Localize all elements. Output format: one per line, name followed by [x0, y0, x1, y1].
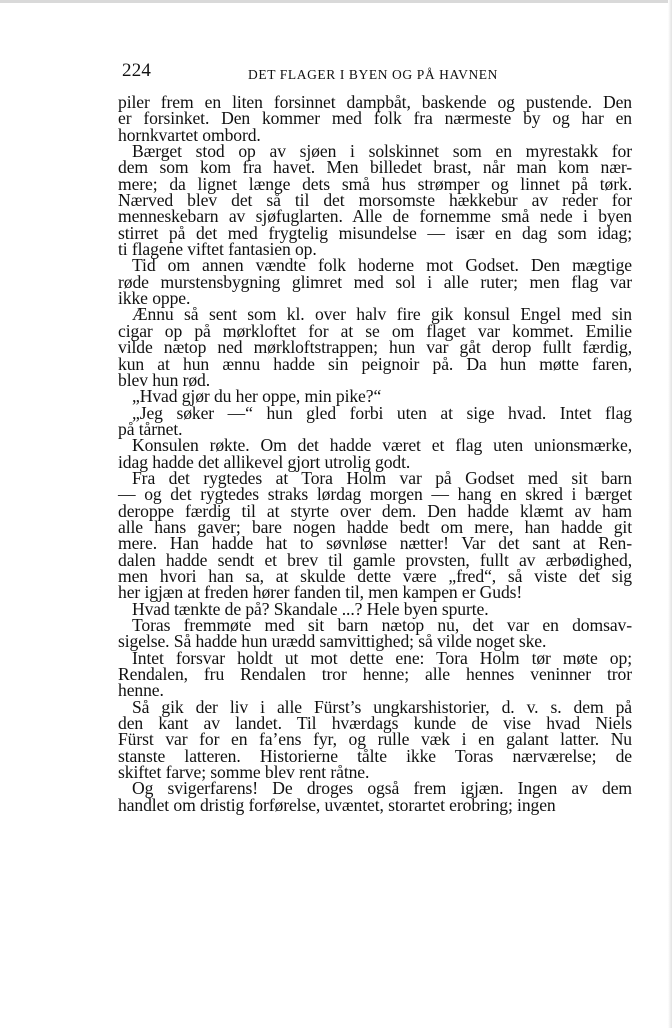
text-line: deroppe færdig til at styrte over dem. Den hadde klæmt av ham: [118, 500, 632, 521]
scan-edge-right: [668, 0, 672, 1028]
text-line: på tårnet.: [118, 418, 183, 439]
text-line: blev hun rød.: [118, 369, 211, 390]
text-line: Hvad tænkte de på? Skandale ...? Hele byen spurte.: [132, 598, 489, 619]
text-line: „Hvad gjør du her oppe, min pike?“: [132, 386, 382, 407]
text-line: menneskebarn av sjøfuglarten. Alle de fornemme små nede i byen: [118, 206, 632, 227]
body-text: [118, 94, 632, 813]
text-line: henne.: [118, 680, 164, 701]
text-line: Fra det rygtedes at Tora Holm var på Godset med sit barn: [132, 467, 632, 488]
text-line: er forsinket. Den kommer med folk fra nærmeste by og har en: [118, 108, 632, 129]
text-line: hornkvartet ombord.: [118, 124, 261, 145]
text-line: cigar op på mørkloftet for at se om flaget var kommet. Emilie: [118, 320, 632, 341]
paragraph: [118, 437, 632, 470]
paragraph: [118, 617, 632, 650]
paragraph: [118, 467, 632, 603]
paragraph: [118, 696, 632, 783]
page-number: 224: [122, 60, 152, 81]
text-line: dem som kom fra havet. Men billedet brast, når man kom nær-: [118, 157, 632, 178]
text-line: mere; da lignet længe dets små hus strømper og linnet på tørk.: [118, 173, 632, 194]
text-line: Fürst var for en fa’ens fyr, og rulle væk i en galant latter. Nu: [118, 729, 632, 750]
paragraph: [118, 306, 632, 388]
text-line: stirret på det med frygtelig misundelse — især en dag som idag;: [118, 222, 632, 243]
text-line: Rendalen, fru Rendalen tror henne; alle hennes veninner tror: [118, 664, 632, 685]
paragraph: [118, 647, 632, 701]
text-line: idag hadde det allikevel gjort utrolig godt.: [118, 451, 411, 472]
scan-edge-top: [0, 0, 672, 3]
text-line: Konsulen røkte. Om det hadde været et flag uten unionsmærke,: [132, 435, 632, 456]
text-line: ti flagene viftet fantasien op.: [118, 239, 317, 260]
text-line: Bærget stod op av sjøen i solskinnet som en myrestakk for: [132, 141, 632, 162]
text-line: Tid om annen vændte folk hoderne mot Godset. Den mægtige: [132, 255, 632, 276]
paragraph: [118, 402, 632, 439]
text-line: Ænnu så sent som kl. over halv fire gik konsul Engel med sin: [132, 304, 632, 325]
running-title: DET FLAGER I BYEN OG PÅ HAVNEN: [248, 67, 499, 82]
text-line: Så gik der liv i alle Fürst’s ungkarshistorier, d. v. s. dem på: [132, 696, 632, 717]
text-line: ikke oppe.: [118, 288, 191, 309]
text-line: kun at hun ænnu hadde sin peignoir på. Da hun møtte faren,: [118, 353, 632, 374]
paragraph: [118, 94, 632, 143]
text-line: handlet om dristig forførelse, uvæntet, storartet erobring; ingen: [118, 794, 556, 815]
text-line: men hvori han sa, at skulde dette være „fred“, så viste det sig: [118, 565, 632, 586]
paragraph: [118, 780, 632, 813]
text-line: „Jeg søker —“ hun gled forbi uten at sige hvad. Intet flag: [132, 402, 632, 423]
text-line: Intet forsvar holdt ut mot dette ene: Tora Holm tør møte op;: [132, 647, 632, 668]
text-line: vilde nætop ned mørkloftstrappen; hun var gåt derop fullt færdig,: [118, 337, 632, 358]
paragraph: [118, 255, 632, 309]
text-line: sigelse. Så hadde hun urædd samvittighed; så vilde noget ske.: [118, 631, 547, 652]
text-line: dalen hadde sendt et brev til gamle provsten, fullt av ærbødighed,: [118, 549, 632, 570]
text-line: røde murstensbygning glimret med sol i alle ruter; men flag var: [118, 271, 632, 292]
text-line: alle hans gaver; bare nogen hadde bedt om mere, han hadde git: [118, 516, 632, 537]
text-line: stanste latteren. Historierne tålte ikke Toras nærværelse; de: [118, 745, 632, 766]
text-line: den kant av landet. Til hværdags kunde de vise hvad Niels: [118, 713, 632, 734]
text-line: Toras fremmøte med sit barn nætop nu, det var en domsav-: [132, 615, 632, 635]
text-line: — og det rygtedes straks lørdag morgen — hang en skred i bærget: [118, 484, 632, 505]
text-line: Nærved blev det så til det morsomste hækkebur av reder for: [118, 190, 632, 211]
paragraph: [118, 141, 632, 260]
text-line: her igjæn at freden hører fanden til, men kampen er Guds!: [118, 582, 523, 603]
text-line: Og svigerfarens! De droges også frem igjæn. Ingen av dem: [132, 778, 632, 799]
page-header: [120, 58, 634, 88]
text-line: skiftet farve; somme blev rent råtne.: [118, 762, 370, 783]
text-line: mere. Han hadde hat to søvnløse nætter! Var det sant at Ren-: [118, 533, 632, 554]
text-line: piler frem en liten forsinnet dampbåt, baskende og pustende. Den: [118, 92, 632, 112]
